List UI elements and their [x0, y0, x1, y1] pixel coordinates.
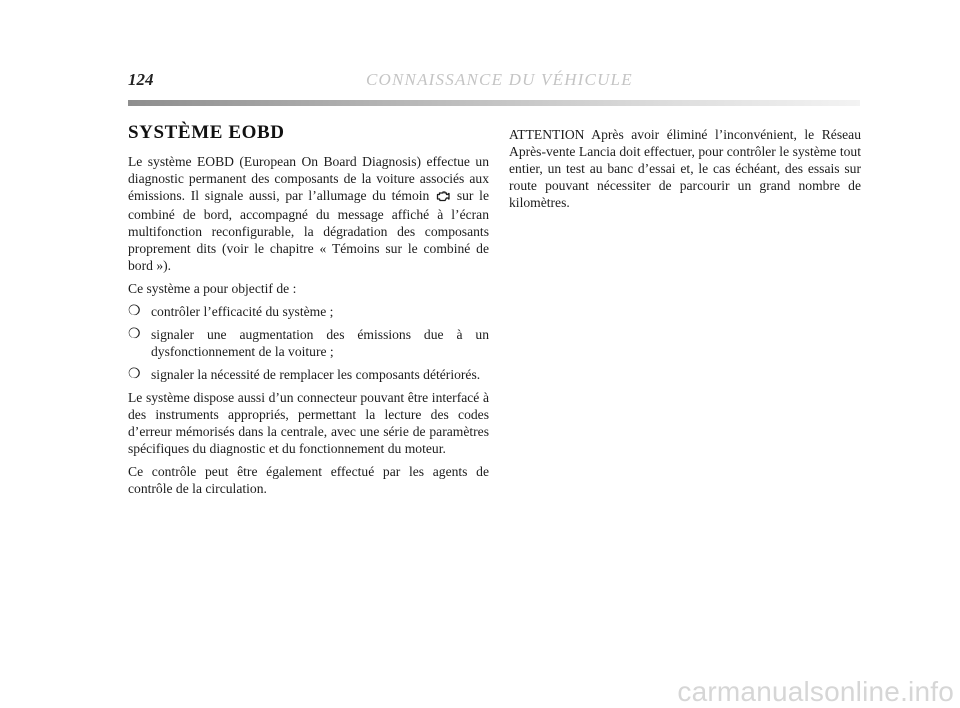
list-item-text: signaler la nécessité de remplacer les composants détériorés. — [151, 367, 481, 382]
engine-warning-icon — [436, 189, 450, 206]
page-number: 124 — [128, 70, 154, 89]
bullet-circle-icon: ❍ — [128, 327, 141, 342]
bullet-circle-icon: ❍ — [128, 367, 141, 382]
list-item — [128, 303, 489, 320]
intro-text-after-icon: sur le combiné de bord, accompagné du message affiché à l’écran multifonction reconfigurable, la dégradation des composants proprement dits (voir le chapitre « Témoins sur le combiné de bord »). — [128, 188, 489, 273]
watermark: carmanualsonline.info — [677, 676, 954, 707]
section-title: SYSTÈME EOBD — [128, 122, 285, 143]
list-item-text: signaler une augmentation des émissions due à un dysfonctionnement de la voiture ; — [151, 327, 489, 359]
list-item-text: contrôler l’efficacité du système ; — [151, 304, 334, 319]
header-rule — [128, 100, 860, 106]
objective-list — [128, 303, 489, 383]
right-column — [509, 126, 861, 217]
left-column — [128, 122, 489, 503]
bullet-circle-icon: ❍ — [128, 304, 141, 319]
connector-paragraph: Le système dispose aussi d’un connecteur pouvant être interfacé à des instruments appropriés, permettant la lecture des codes d’erreur mémorisés dans la centrale, avec une série de paramètres spécifiques du diagnostic et du fonctionnement du moteur. — [128, 390, 489, 456]
list-item — [128, 326, 489, 360]
intro-text-before-icon: Le système EOBD (European On Board Diagnosis) effectue un diagnostic permanent des composants de la voiture associés aux émissions. Il signale aussi, par l’allumage du témoin — [128, 154, 489, 203]
control-paragraph: Ce contrôle peut être également effectué par les agents de contrôle de la circulation. — [128, 464, 489, 496]
running-title: CONNAISSANCE DU VÉHICULE — [366, 70, 633, 89]
intro-paragraph — [128, 153, 489, 274]
list-item — [128, 366, 489, 383]
attention-paragraph: ATTENTION Après avoir éliminé l’inconvénient, le Réseau Après-vente Lancia doit effectuer, pour contrôler le système tout entier, un test au banc d’essai et, le cas échéant, des essais sur route pouvant nécessiter de parcourir un grand nombre de kilomètres. — [509, 127, 861, 210]
objective-intro: Ce système a pour objectif de : — [128, 281, 297, 296]
